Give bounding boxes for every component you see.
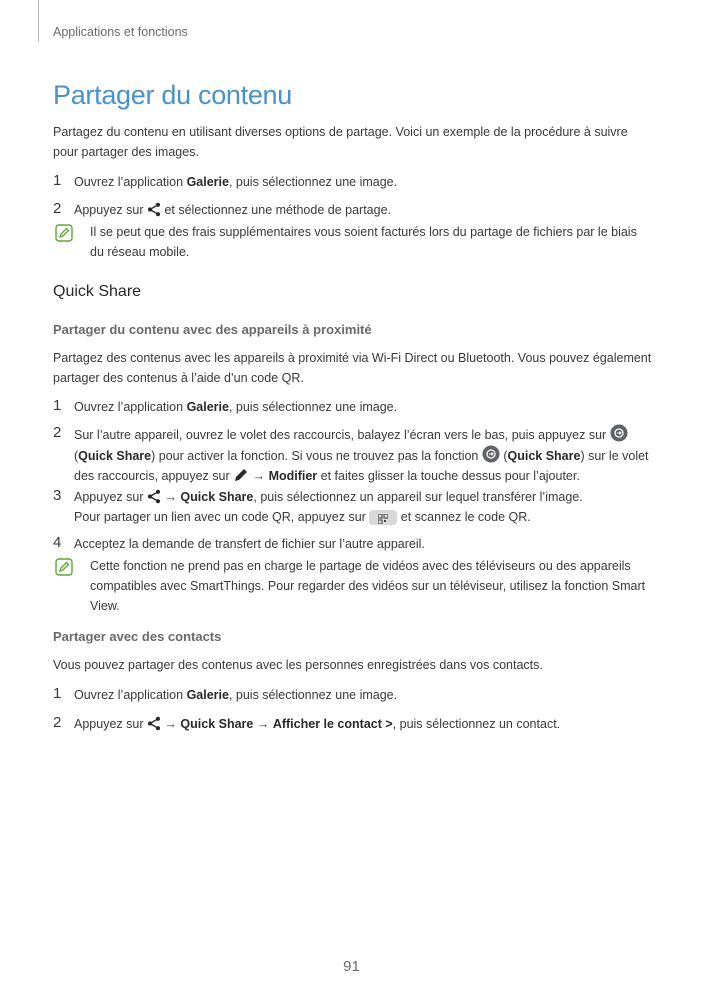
feature-quick-share: Quick Share xyxy=(180,490,254,504)
edit-pencil-icon xyxy=(233,467,249,483)
subheading-contacts: Partager avec des contacts xyxy=(53,629,222,644)
feature-quick-share: Quick Share xyxy=(180,717,254,731)
share-icon xyxy=(147,202,161,217)
main-step-1 xyxy=(53,172,653,192)
contacts-step-2 xyxy=(53,714,653,734)
step-number: 1 xyxy=(53,397,62,414)
share-icon xyxy=(147,716,161,731)
arrow-separator: → xyxy=(160,490,181,504)
arrow-separator: → xyxy=(160,717,181,731)
menu-modifier: Modifier xyxy=(268,469,318,483)
note-pencil-icon xyxy=(55,224,73,242)
page-number: 91 xyxy=(343,958,360,975)
contacts-intro: Vous pouvez partager des contenus avec les personnes enregistrées dans vos contacts. xyxy=(53,658,543,672)
feature-quick-share: Quick Share xyxy=(507,449,581,463)
step-number: 4 xyxy=(53,534,62,551)
step-text: , puis sélectionnez une image. xyxy=(228,688,398,702)
qr-code-icon xyxy=(369,510,397,525)
step-text: Appuyez sur xyxy=(74,490,147,504)
nearby-step-2: 2 Sur l’autre appareil, ouvrez le volet des raccourcis, balayez l’écran vers le bas, puis appuyez sur (Quick Share) pour activer la fonction. Si vous ne trouvez pas la fonction (Quick Share) sur le volet des raccourcis, appuyez sur → Modifier et faites glisser la touche dessus pour l’ajouter. xyxy=(53,424,649,483)
nearby-step-4 xyxy=(53,534,653,554)
menu-afficher-contact: Afficher le contact xyxy=(272,717,382,731)
intro-paragraph: Partagez du contenu en utilisant diverses options de partage. Voici un exemple de la procédure à suivre pour partager des images. xyxy=(53,125,628,159)
step-text: et scannez le code QR. xyxy=(397,510,531,524)
quick-share-icon xyxy=(482,445,500,463)
app-name-galerie: Galerie xyxy=(186,175,229,189)
step-text: et faites glisser la touche dessus pour l’ajouter. xyxy=(317,469,580,483)
note-mobile-fees xyxy=(53,222,653,262)
step-number: 2 xyxy=(53,714,62,731)
quick-share-icon xyxy=(610,424,628,442)
step-text: , puis sélectionnez un contact. xyxy=(392,717,561,731)
section-heading-quick-share: Quick Share xyxy=(53,283,142,300)
step-number: 2 xyxy=(53,200,62,217)
contacts-step-1 xyxy=(53,685,653,705)
note-smart-view xyxy=(53,556,653,616)
step-text: , puis sélectionnez une image. xyxy=(228,175,398,189)
app-name-galerie: Galerie xyxy=(186,688,229,702)
step-number: 1 xyxy=(53,172,62,189)
step-text: , puis sélectionnez un appareil sur lequel transférer l’image. xyxy=(253,490,583,504)
step-text: Sur l’autre appareil, ouvrez le volet des raccourcis, balayez l’écran vers le bas, puis appuyez sur xyxy=(74,428,610,442)
step-text: , puis sélectionnez une image. xyxy=(228,400,398,414)
step-text: Appuyez sur xyxy=(74,717,147,731)
nearby-intro: Partagez des contenus avec les appareils à proximité via Wi-Fi Direct ou Bluetooth. Vous pouvez également partager des contenus à l’aide d’un code QR. xyxy=(53,351,652,385)
subheading-nearby: Partager du contenu avec des appareils à proximité xyxy=(53,322,372,337)
nearby-step-1 xyxy=(53,397,653,417)
page-title: Partager du contenu xyxy=(53,80,292,110)
step-text: et sélectionnez une méthode de partage. xyxy=(160,203,391,217)
section-header: Applications et fonctions xyxy=(53,25,188,39)
note-text: Il se peut que des frais supplémentaires vous soient facturés lors du partage de fichiers par le biais du réseau mobile. xyxy=(90,225,637,259)
step-text: Appuyez sur xyxy=(74,203,147,217)
step-text: Pour partager un lien avec un code QR, appuyez sur xyxy=(74,510,370,524)
chevron-right-icon: > xyxy=(381,717,393,731)
share-icon xyxy=(147,489,161,504)
step-text: Acceptez la demande de transfert de fichier sur l’autre appareil. xyxy=(74,537,425,551)
step-number: 3 xyxy=(53,487,62,504)
step-number: 2 xyxy=(53,424,62,441)
step-text: Ouvrez l’application xyxy=(74,688,187,702)
step-text: ) sur le volet des raccourcis, appuyez sur xyxy=(74,449,649,483)
note-pencil-icon xyxy=(55,558,73,576)
nearby-step-3 xyxy=(53,487,653,527)
step-text: ) pour activer la fonction. Si vous ne trouvez pas la fonction xyxy=(151,449,482,463)
header-divider xyxy=(38,0,39,42)
step-text: Ouvrez l’application xyxy=(74,400,187,414)
arrow-separator: → xyxy=(249,469,269,483)
feature-quick-share: Quick Share xyxy=(78,449,152,463)
arrow-separator: → xyxy=(253,717,273,731)
step-text: Ouvrez l’application xyxy=(74,175,187,189)
note-text: Cette fonction ne prend pas en charge le partage de vidéos avec des téléviseurs ou des appareils compatibles avec SmartThings. Pour regarder des vidéos sur un téléviseur, utilisez la fonction Smart View. xyxy=(90,559,646,613)
step-number: 1 xyxy=(53,685,62,702)
main-step-2 xyxy=(53,200,653,220)
app-name-galerie: Galerie xyxy=(186,400,229,414)
